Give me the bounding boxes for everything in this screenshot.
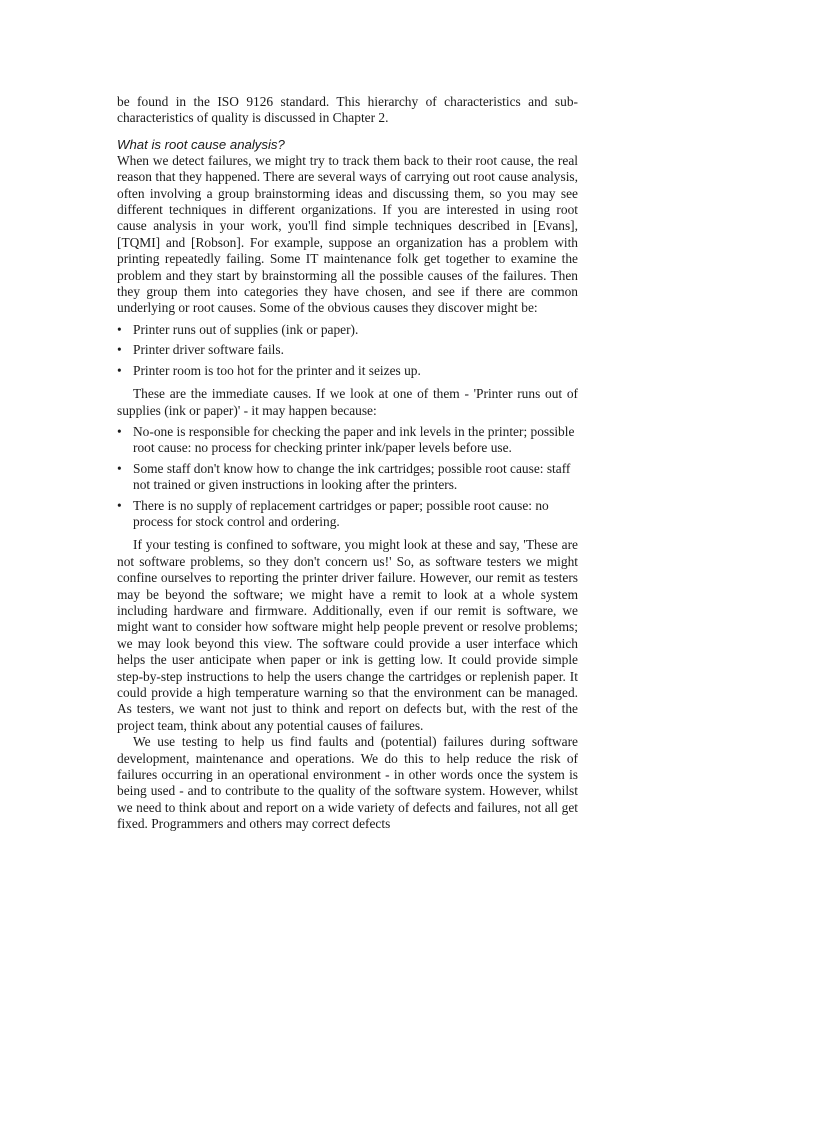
bullet-icon: • (117, 321, 122, 337)
list-item (117, 342, 578, 358)
list-item-text: Printer runs out of supplies (ink or paper). (133, 321, 359, 337)
bullet-icon: • (117, 497, 122, 513)
bullet-icon: • (117, 342, 122, 358)
immediate-causes-list (117, 322, 578, 379)
intro-paragraph: be found in the ISO 9126 standard. This hierarchy of characteristics and sub-characteristics of quality is discussed in Chapter 2. (117, 94, 578, 126)
purpose-paragraph: We use testing to help us find faults and (potential) failures during software development, maintenance and operations. We do this to help reduce the risk of failures occurring in an operational environment - in other words once the system is being used - and to contribute to the quality of the software system. However, whilst we need to think about and report on a wide variety of defects and failures, not all get fixed. Programmers and others may correct defects (117, 734, 578, 832)
bullet-icon: • (117, 460, 122, 476)
list-item-text: There is no supply of replacement cartridges or paper; possible root cause: no process for stock control and ordering. (133, 497, 549, 529)
list-item-text: Some staff don't know how to change the ink cartridges; possible root cause: staff not trained or given instructions in looking after the printers. (133, 460, 571, 493)
list-item (117, 461, 578, 494)
testing-scope-paragraph: If your testing is confined to software, you might look at these and say, 'These are not software problems, so they don't concern us!' So, as software testers we might confine ourselves to reporting the printer driver failure. However, our remit as testers may be beyond the software; we might have a remit to look at a whole system including hardware and firmware. Additionally, even if our remit is software, we might want to consider how software might help people prevent or resolve problems; we may look beyond this view. The software could provide a user interface which helps the user anticipate when paper or ink is getting low. It could provide simple step-by-step instructions to help the users change the cartridges or replenish paper. It could provide a high temperature warning so that the environment can be managed. As testers, we want not just to think and report on defects but, with the rest of the project team, think about any potential causes of failures. (117, 537, 578, 733)
section-heading: What is root cause analysis? (117, 136, 285, 152)
root-causes-list (117, 424, 578, 530)
immediate-causes-paragraph: These are the immediate causes. If we look at one of them - 'Printer runs out of supplies (ink or paper)' - it may happen because: (117, 386, 578, 418)
list-item-text: Printer room is too hot for the printer and it seizes up. (133, 362, 421, 378)
bullet-icon: • (117, 423, 122, 439)
list-item (117, 424, 578, 457)
list-item-text: No-one is responsible for checking the paper and ink levels in the printer; possible root cause: no process for checking printer ink/paper levels before use. (133, 423, 575, 456)
list-item-text: Printer driver software fails. (133, 342, 284, 358)
bullet-icon: • (117, 362, 122, 378)
list-item (117, 498, 578, 531)
list-item (117, 363, 578, 379)
root-cause-paragraph: When we detect failures, we might try to track them back to their root cause, the real reason that they happened. There are several ways of carrying out root cause analysis, often involving a group brainstorming ideas and discussing them, so you may see different techniques in different organizations. If you are interested in using root cause analysis in your work, you'll find simple techniques described in [Evans], [TQMI] and [Robson]. For example, suppose an organization has a problem with printing repeatedly failing. Some IT maintenance folk get together to examine the problem and they start by brainstorming all the possible causes of the failures. Then they group them into categories they have chosen, and see if there are common underlying or root causes. Some of the obvious causes they discover might be: (117, 152, 578, 316)
list-item (117, 322, 578, 338)
document-page (117, 94, 578, 833)
